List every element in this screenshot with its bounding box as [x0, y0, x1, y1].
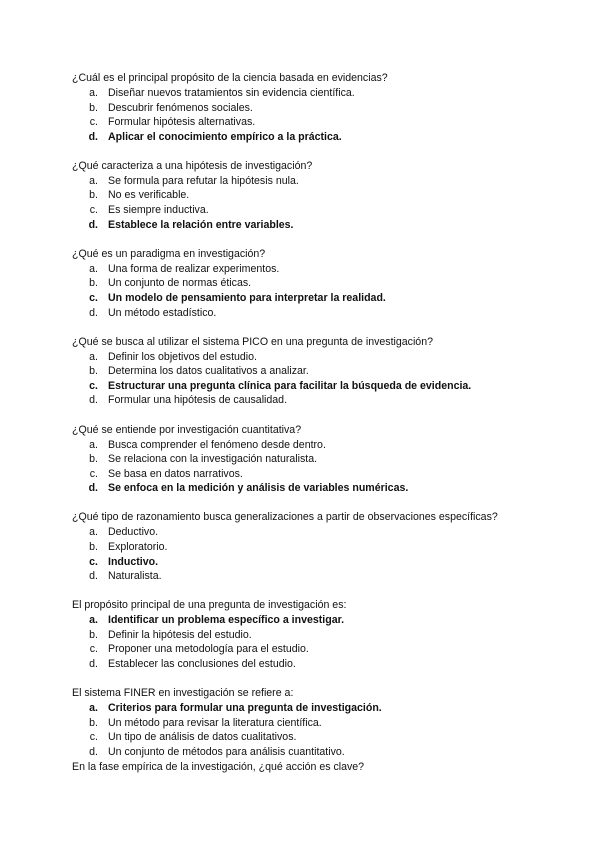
option-letter: c. — [89, 731, 98, 744]
question-5 — [72, 423, 572, 496]
option-letter: b. — [89, 540, 98, 553]
option-letter: c. — [89, 204, 98, 217]
option-text: Aplicar el conocimiento empírico a la práctica. — [108, 130, 342, 143]
option-c — [72, 730, 572, 745]
option-letter: a. — [89, 526, 98, 539]
option-c-correct — [72, 291, 572, 306]
option-text: Formular hipótesis alternativas. — [108, 116, 256, 129]
option-text: Se enfoca en la medición y análisis de variables numéricas. — [108, 482, 409, 495]
option-b — [72, 540, 572, 555]
option-b — [72, 188, 572, 203]
option-text: Un tipo de análisis de datos cualitativos. — [108, 731, 297, 744]
question-7 — [72, 598, 572, 671]
option-text: Determina los datos cualitativos a analizar. — [108, 365, 309, 378]
option-letter: c. — [89, 116, 98, 129]
option-c-correct — [72, 555, 572, 570]
option-letter: d. — [89, 745, 98, 758]
option-letter: c. — [89, 467, 98, 480]
option-d — [72, 657, 572, 672]
option-letter: c. — [89, 555, 98, 568]
option-text: Se relaciona con la investigación naturalista. — [108, 453, 318, 466]
question-text: ¿Cuál es el principal propósito de la ciencia basada en evidencias? — [72, 72, 388, 84]
option-text: Formular una hipótesis de causalidad. — [108, 394, 288, 407]
option-c-correct — [72, 379, 572, 394]
question-text: ¿Qué caracteriza a una hipótesis de investigación? — [72, 159, 313, 172]
option-a — [72, 174, 572, 189]
option-text: Definir los objetivos del estudio. — [108, 350, 257, 363]
option-letter: d. — [89, 394, 98, 407]
option-text: Diseñar nuevos tratamientos sin evidencia científica. — [108, 87, 355, 99]
option-a — [72, 438, 572, 453]
option-letter: b. — [89, 628, 98, 641]
option-d-correct — [72, 481, 572, 496]
option-b — [72, 276, 572, 291]
trailing-question-text: En la fase empírica de la investigación, ¿qué acción es clave? — [72, 760, 365, 773]
option-text: Un conjunto de normas éticas. — [108, 277, 252, 290]
option-letter: d. — [89, 570, 98, 583]
option-a — [72, 86, 572, 101]
option-d — [72, 569, 572, 584]
option-b — [72, 628, 572, 643]
option-letter: b. — [89, 101, 98, 114]
option-c — [72, 467, 572, 482]
option-d — [72, 393, 572, 408]
option-text: Criterios para formular una pregunta de investigación. — [108, 702, 382, 715]
option-a — [72, 262, 572, 277]
question-list — [72, 71, 572, 775]
option-text: Identificar un problema específico a investigar. — [108, 614, 345, 627]
question-4 — [72, 335, 572, 408]
question-text: ¿Qué se busca al utilizar el sistema PICO en una pregunta de investigación? — [72, 335, 433, 348]
option-letter: d. — [88, 218, 98, 231]
option-d-correct — [72, 130, 572, 145]
option-d-correct — [72, 218, 572, 233]
option-text: Exploratorio. — [108, 540, 168, 553]
question-3 — [72, 247, 572, 320]
option-b — [72, 452, 572, 467]
option-b — [72, 101, 572, 116]
option-letter: b. — [89, 453, 98, 466]
question-8 — [72, 686, 572, 759]
option-letter: a. — [89, 438, 98, 451]
question-text: El sistema FINER en investigación se refiere a: — [72, 687, 294, 700]
option-a-correct — [72, 701, 572, 716]
option-text: Un método para revisar la literatura científica. — [108, 716, 322, 729]
question-1 — [72, 71, 572, 144]
option-letter: d. — [88, 130, 98, 143]
option-letter: a. — [89, 87, 98, 99]
option-letter: b. — [89, 189, 98, 202]
option-text: No es verificable. — [108, 189, 190, 202]
option-letter: a. — [89, 174, 98, 187]
option-letter: c. — [89, 379, 98, 392]
question-2 — [72, 159, 572, 232]
option-text: Una forma de realizar experimentos. — [108, 262, 280, 275]
option-a-correct — [72, 613, 572, 628]
option-letter: a. — [89, 262, 98, 275]
option-d — [72, 745, 572, 760]
option-letter: c. — [89, 291, 98, 304]
question-text: ¿Qué es un paradigma en investigación? — [72, 247, 266, 260]
option-c — [72, 642, 572, 657]
option-text: Un modelo de pensamiento para interpretar la realidad. — [108, 291, 386, 304]
option-letter: a. — [89, 702, 98, 715]
option-text: Es siempre inductiva. — [108, 204, 209, 217]
option-b — [72, 716, 572, 731]
question-text: El propósito principal de una pregunta de investigación es: — [72, 599, 347, 612]
option-letter: b. — [89, 716, 98, 729]
option-text: Se formula para refutar la hipótesis nula. — [108, 174, 299, 187]
option-b — [72, 364, 572, 379]
option-letter: d. — [89, 658, 98, 671]
question-6 — [72, 510, 572, 583]
option-text: Descubrir fenómenos sociales. — [108, 101, 253, 114]
option-letter: d. — [89, 306, 98, 319]
option-text: Estructurar una pregunta clínica para facilitar la búsqueda de evidencia. — [108, 379, 472, 392]
option-c — [72, 115, 572, 130]
option-text: Establece la relación entre variables. — [108, 218, 294, 231]
option-c — [72, 203, 572, 218]
option-text: Deductivo. — [108, 526, 159, 539]
option-text: Un método estadístico. — [108, 306, 217, 319]
option-text: Busca comprender el fenómeno desde dentro. — [108, 438, 326, 451]
option-text: Proponer una metodología para el estudio. — [108, 643, 309, 656]
option-letter: b. — [89, 365, 98, 378]
option-d — [72, 306, 572, 321]
question-text: ¿Qué se entiende por investigación cuantitativa? — [72, 423, 302, 436]
option-a — [72, 525, 572, 540]
option-text: Un conjunto de métodos para análisis cuantitativo. — [108, 745, 345, 758]
option-text: Naturalista. — [108, 570, 162, 583]
option-letter: d. — [88, 482, 98, 495]
option-letter: c. — [89, 643, 98, 656]
option-letter: a. — [89, 350, 98, 363]
option-text: Se basa en datos narrativos. — [108, 467, 243, 480]
option-letter: a. — [89, 614, 98, 627]
option-text: Definir la hipótesis del estudio. — [108, 628, 252, 641]
question-text: ¿Qué tipo de razonamiento busca generalizaciones a partir de observaciones específicas? — [72, 511, 498, 524]
option-a — [72, 350, 572, 365]
option-text: Establecer las conclusiones del estudio. — [108, 658, 296, 671]
option-letter: b. — [89, 277, 98, 290]
option-text: Inductivo. — [108, 555, 159, 568]
